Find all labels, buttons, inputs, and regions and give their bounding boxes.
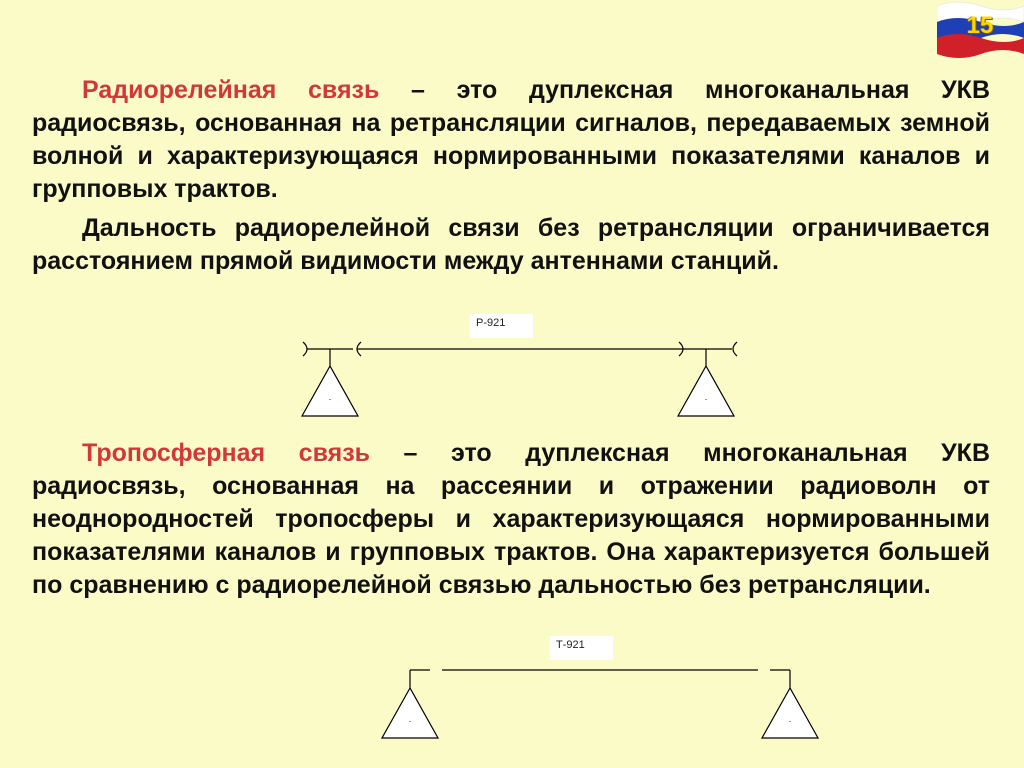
left-station-triangle	[302, 366, 358, 416]
left-troposcatter-mark: ·	[408, 716, 412, 726]
term-radio-relay: Радиорелейная связь	[82, 76, 380, 104]
radio-relay-diagram	[295, 330, 745, 420]
left-antenna-outer-dish	[303, 342, 307, 356]
page-number: 15	[966, 12, 994, 39]
right-antenna-outer-dish	[733, 342, 737, 356]
right-station-mark: ·	[704, 394, 708, 404]
tropospheric-definition-text: – это дуплексная многоканальная УКВ радиосвязь, основанная на рассеянии и отражении радиоволн от неоднородностей тропосферы и характеризующаяся нормированными показателями каналов и групповых трактов. Она характеризуется большей по сравнению с радиорелейной связью дальностью без ретрансляции.	[32, 439, 990, 599]
tropospheric-diagram	[375, 660, 825, 750]
radio-relay-range-text: Дальность радиорелейной связи без ретрансляции ограничивается расстоянием прямой видимости между антеннами станций.	[32, 214, 990, 275]
radio-relay-range	[32, 212, 990, 278]
right-troposcatter-mark: ·	[788, 716, 792, 726]
radio-relay-definition-text: – это дуплексная многоканальная УКВ радиосвязь, основанная на ретрансляции сигналов, передаваемых земной волной и характеризующаяся нормированными показателями каналов и групповых трактов.	[32, 76, 990, 203]
left-troposcatter-station	[382, 688, 438, 738]
radio-relay-station-label: Р-921	[470, 314, 533, 338]
tropospheric-station-label: Т-921	[550, 636, 613, 660]
right-station-triangle	[678, 366, 734, 416]
left-station-mark: ·	[328, 394, 332, 404]
right-troposcatter-station	[762, 688, 818, 738]
radio-relay-definition	[32, 74, 990, 206]
tropospheric-definition	[32, 437, 990, 602]
term-tropospheric: Тропосферная связь	[82, 439, 370, 467]
